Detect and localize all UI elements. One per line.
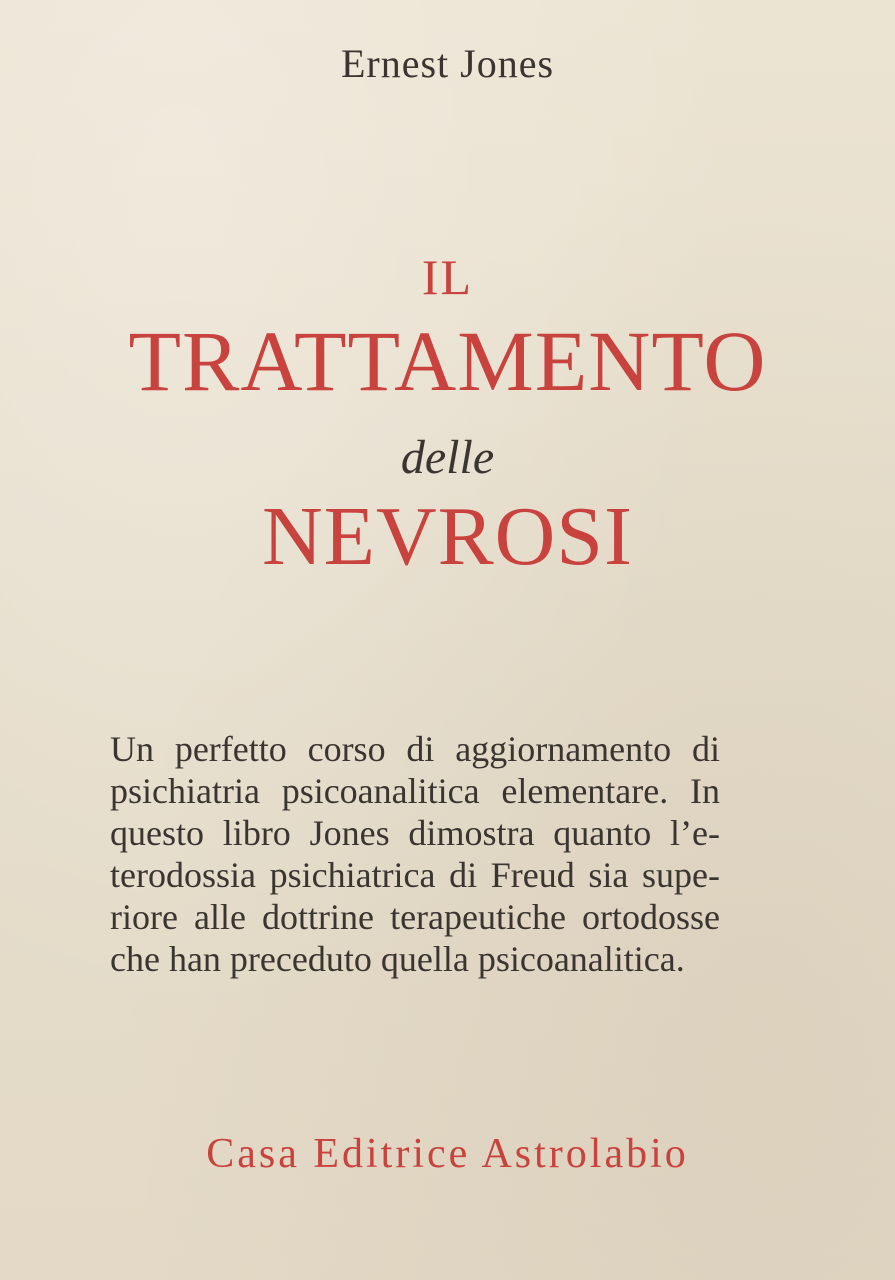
description-line: terodossia psichiatrica di Freud sia supe- xyxy=(110,855,720,895)
book-description xyxy=(110,728,720,980)
title-article: IL xyxy=(421,249,474,305)
description-line: questo libro Jones dimostra quanto l’e- xyxy=(110,813,720,853)
description-line: riore alle dottrine terapeutiche ortodosse xyxy=(110,897,720,937)
description-line: che han preceduto quella psicoanalitica. xyxy=(110,939,685,979)
title-preposition: delle xyxy=(400,431,495,484)
author-name: Ernest Jones xyxy=(340,41,555,86)
title-subject-word: NEVROSI xyxy=(261,490,633,583)
description-line: Un perfetto corso di aggiornamento di xyxy=(110,729,720,769)
publisher-name: Casa Editrice Astrolabio xyxy=(206,1131,689,1177)
title-main-word: TRATTAMENTO xyxy=(128,313,767,409)
description-line: psichiatria psicoanalitica elementare. In xyxy=(110,771,720,811)
